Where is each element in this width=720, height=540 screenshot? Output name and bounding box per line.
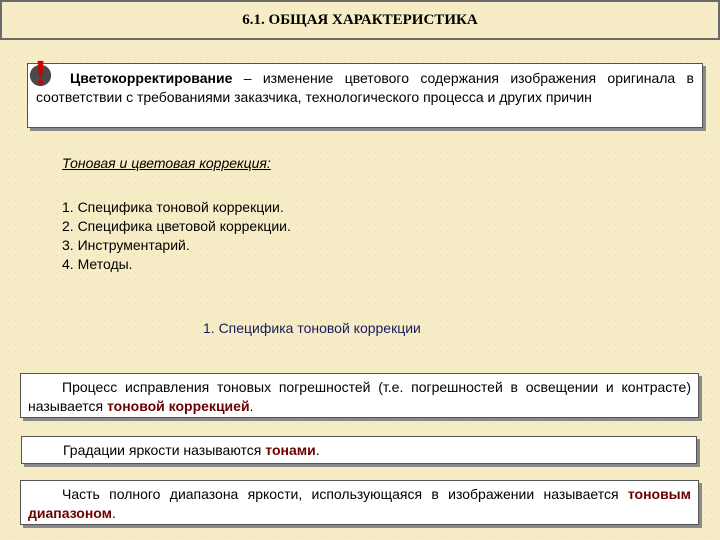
title-text: 6.1. ОБЩАЯ ХАРАКТЕРИСТИКА (242, 11, 478, 28)
box2-end: . (315, 442, 320, 458)
tonal-range-box (20, 480, 699, 525)
definition-text: – изменение цветового содержания изображения оригинала в соответствии с требованиями заказчика, технологического процесса и других причин (36, 70, 694, 105)
topic-list (62, 198, 291, 274)
tonal-correction-box (20, 373, 699, 418)
box3-end: . (112, 505, 116, 521)
exclamation-icon (26, 59, 55, 88)
list-item: 2. Специфика цветовой коррекции. (62, 218, 291, 234)
list-item: 4. Методы. (62, 256, 133, 272)
box1-highlight: тоновой коррекцией (106, 398, 250, 414)
box2-text: Градации яркости называются (63, 442, 266, 458)
list-item: 1. Специфика тоновой коррекции. (62, 199, 284, 215)
subheading: 1. Специфика тоновой коррекции (203, 320, 421, 336)
box3-highlight: тоновым диапазоном (28, 486, 691, 521)
tones-box (21, 436, 697, 464)
list-item: 3. Инструментарий. (62, 237, 190, 253)
box3-text: Часть полного диапазона яркости, использующаяся в изображении называется (62, 486, 628, 502)
definition-term: Цветокорректирование (70, 70, 233, 86)
definition-box (27, 63, 703, 128)
box1-text: Процесс исправления тоновых погрешностей (т.е. погрешностей в освещении и контрасте) называется (28, 379, 691, 414)
section-heading: Тоновая и цветовая коррекция: (62, 155, 271, 171)
page-title (0, 0, 720, 40)
box1-end: . (249, 398, 254, 414)
box2-highlight: тонами (265, 442, 316, 458)
